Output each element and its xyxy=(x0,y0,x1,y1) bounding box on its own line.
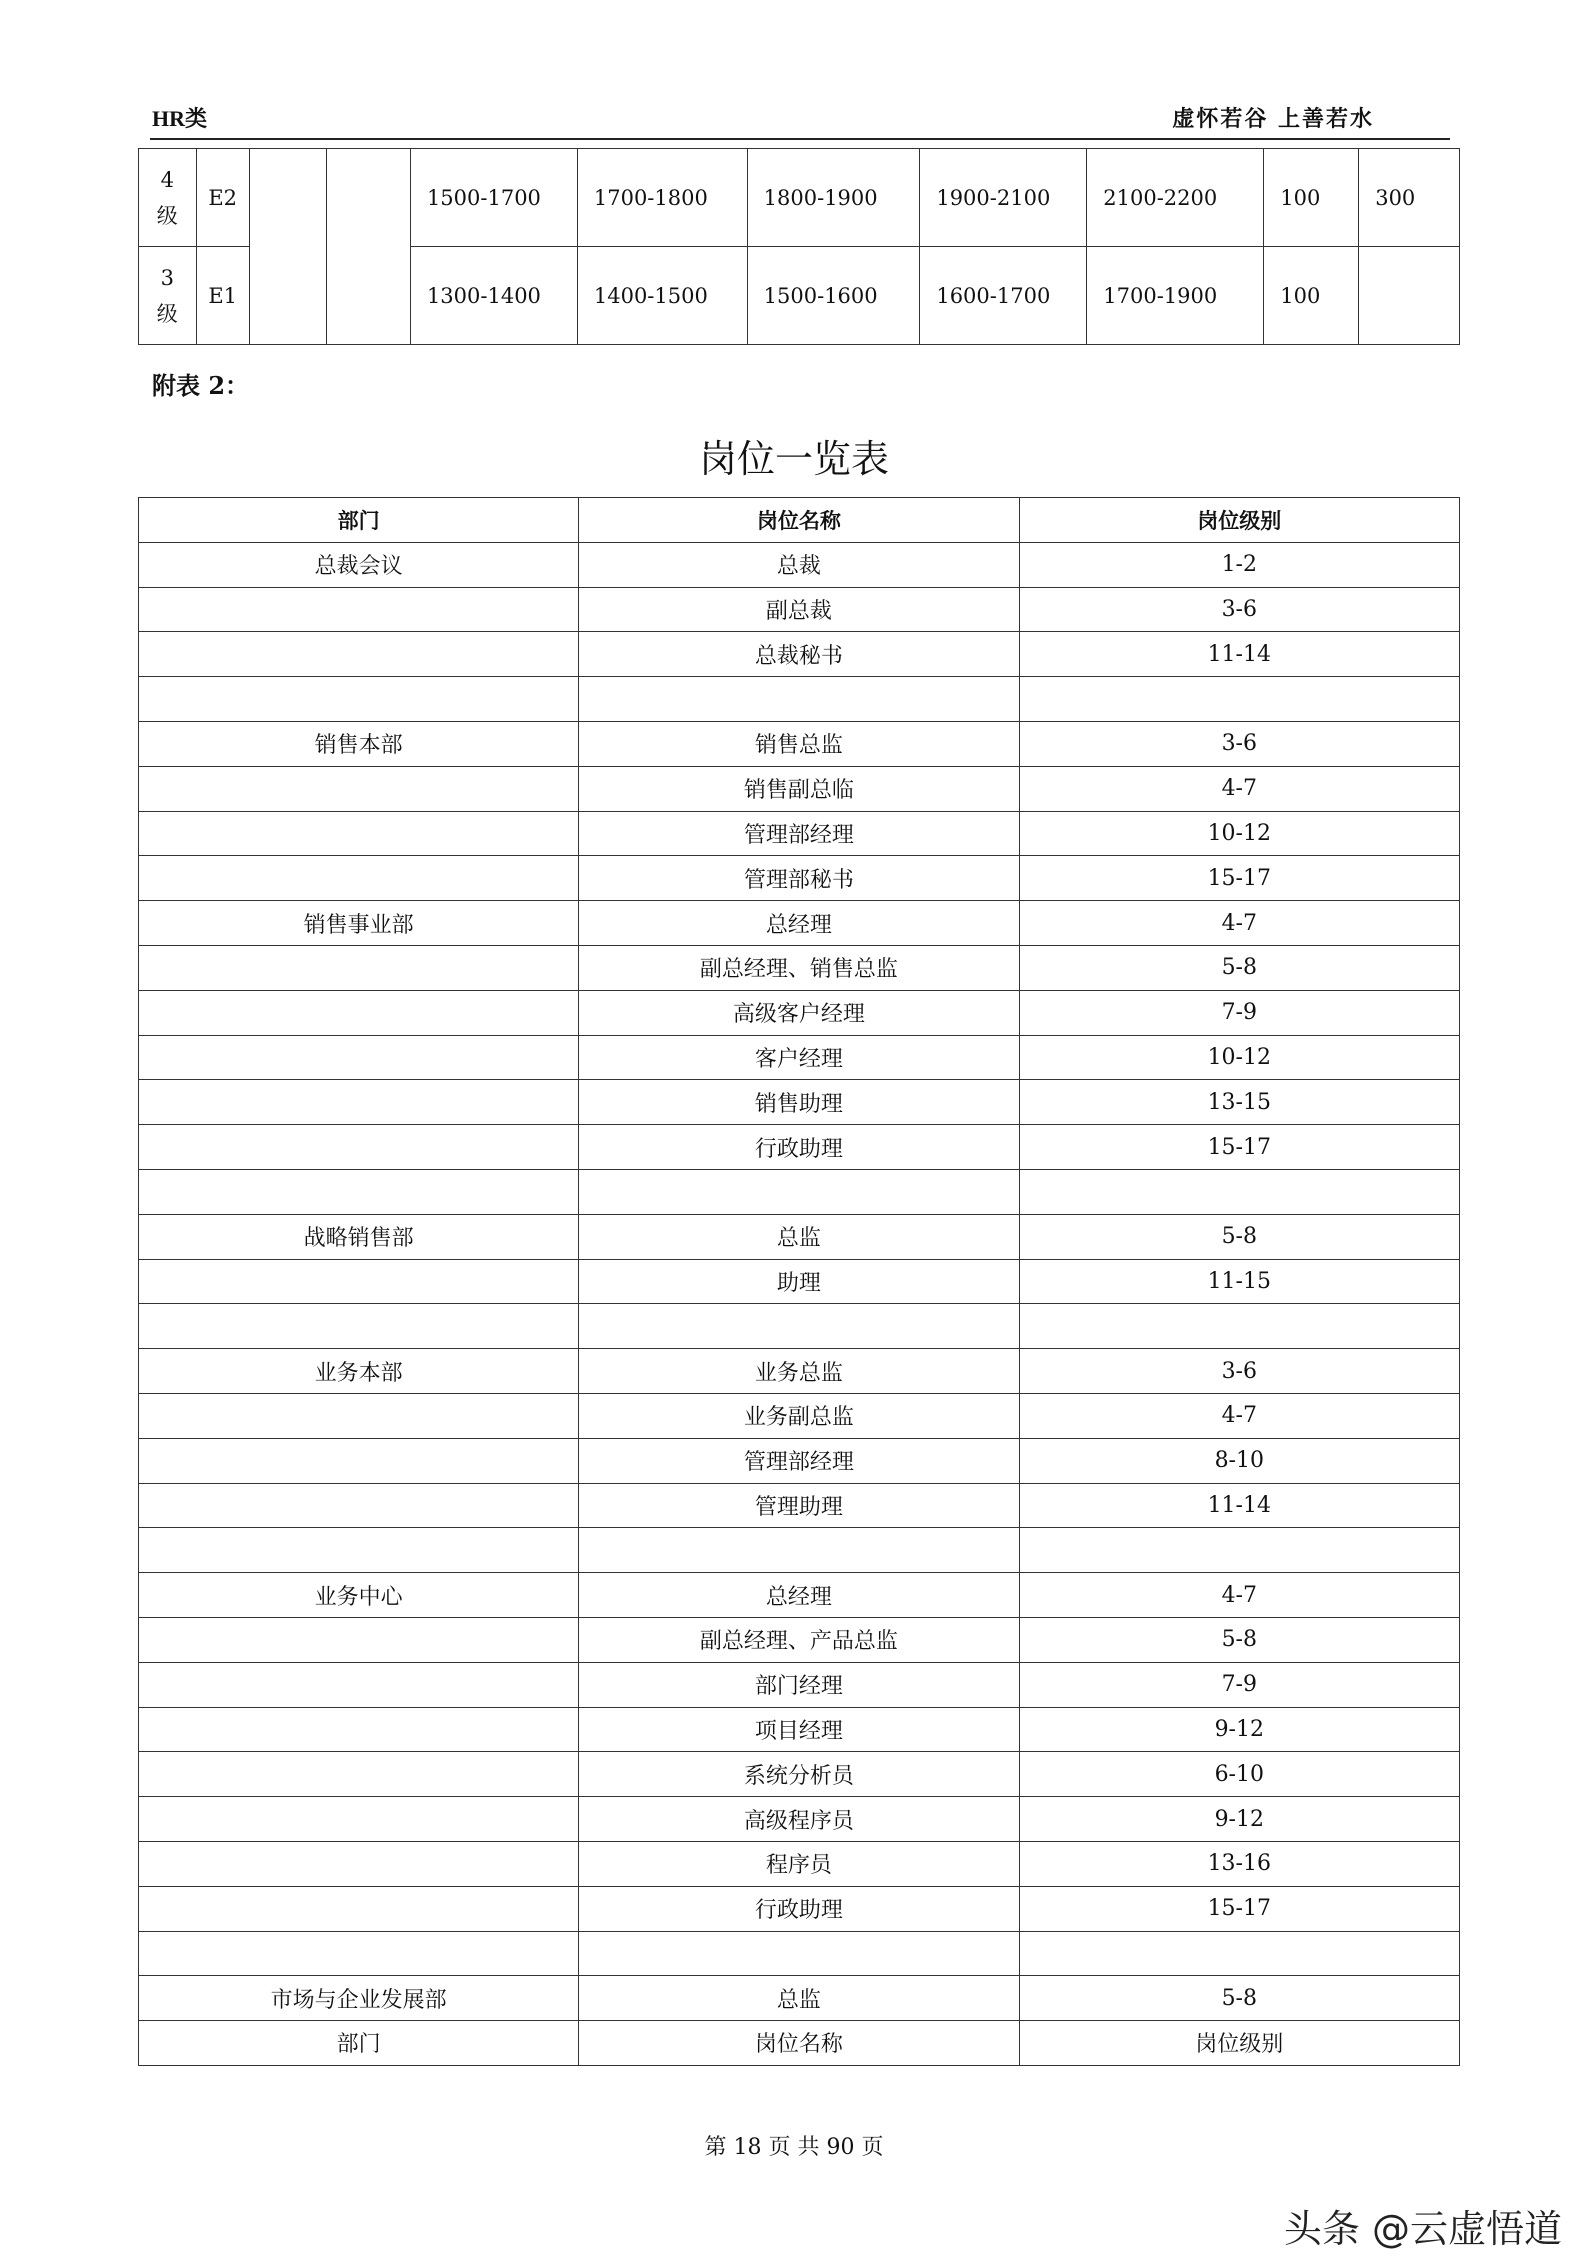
table-row xyxy=(139,1976,1460,2021)
position-cell: 高级客户经理 xyxy=(579,990,1019,1035)
department-cell: 销售事业部 xyxy=(139,901,579,946)
grade-cell: 岗位级别 xyxy=(1019,2021,1459,2066)
grade-cell: 15-17 xyxy=(1019,1125,1459,1170)
salary-range: 2100-2200 xyxy=(1087,149,1264,247)
department-cell: 总裁会议 xyxy=(139,542,579,587)
position-cell xyxy=(579,1528,1019,1573)
department-cell xyxy=(139,1169,579,1214)
grade-cell: 9-12 xyxy=(1019,1707,1459,1752)
table-row xyxy=(139,2021,1460,2066)
position-cell: 项目经理 xyxy=(579,1707,1019,1752)
watermark: 头条 @云虚悟道 xyxy=(1283,2207,1562,2251)
department-cell xyxy=(139,1662,579,1707)
header-department: 部门 xyxy=(139,498,579,543)
salary-range: 1600-1700 xyxy=(920,247,1087,345)
department-cell: 业务本部 xyxy=(139,1349,579,1394)
department-cell xyxy=(139,1797,579,1842)
department-cell xyxy=(139,632,579,677)
department-cell xyxy=(139,1259,579,1304)
grade-cell: 3-6 xyxy=(1019,587,1459,632)
position-cell: 副总经理、销售总监 xyxy=(579,945,1019,990)
grade-cell xyxy=(1019,1169,1459,1214)
table-row xyxy=(139,1841,1460,1886)
department-cell xyxy=(139,1393,579,1438)
table-row xyxy=(139,542,1460,587)
position-cell xyxy=(579,1169,1019,1214)
department-cell xyxy=(139,677,579,722)
position-cell: 管理助理 xyxy=(579,1483,1019,1528)
grade-cell: 8-10 xyxy=(1019,1438,1459,1483)
table-row xyxy=(139,1707,1460,1752)
position-cell: 销售助理 xyxy=(579,1080,1019,1125)
department-cell xyxy=(139,766,579,811)
department-cell xyxy=(139,1752,579,1797)
position-cell: 销售副总临 xyxy=(579,766,1019,811)
table-row xyxy=(139,1080,1460,1125)
table-row xyxy=(139,1573,1460,1618)
table-row xyxy=(139,1483,1460,1528)
grade-cell: 1-2 xyxy=(1019,542,1459,587)
position-cell: 行政助理 xyxy=(579,1886,1019,1931)
table-row xyxy=(139,587,1460,632)
table-row xyxy=(139,901,1460,946)
grade-cell: 5-8 xyxy=(1019,945,1459,990)
table-row xyxy=(139,766,1460,811)
department-cell xyxy=(139,1617,579,1662)
position-cell: 销售总监 xyxy=(579,721,1019,766)
level-cell xyxy=(139,149,197,247)
salary-range: 1300-1400 xyxy=(410,247,577,345)
table-row xyxy=(139,1797,1460,1842)
grade-cell: 15-17 xyxy=(1019,856,1459,901)
table-row xyxy=(139,1214,1460,1259)
department-cell xyxy=(139,811,579,856)
position-cell: 业务总监 xyxy=(579,1349,1019,1394)
position-cell: 部门经理 xyxy=(579,1662,1019,1707)
grade-cell xyxy=(1019,1304,1459,1349)
department-cell xyxy=(139,1438,579,1483)
value-b xyxy=(1359,247,1460,345)
department-cell: 部门 xyxy=(139,2021,579,2066)
department-cell xyxy=(139,1035,579,1080)
header-category: HR类 xyxy=(152,106,208,131)
department-cell xyxy=(139,990,579,1035)
table-row xyxy=(139,1931,1460,1976)
position-cell: 行政助理 xyxy=(579,1125,1019,1170)
position-cell: 高级程序员 xyxy=(579,1797,1019,1842)
department-cell xyxy=(139,856,579,901)
salary-range: 1400-1500 xyxy=(577,247,747,345)
position-cell: 程序员 xyxy=(579,1841,1019,1886)
position-cell: 总监 xyxy=(579,1214,1019,1259)
table-row xyxy=(139,1035,1460,1080)
value-a: 100 xyxy=(1264,247,1359,345)
department-cell xyxy=(139,587,579,632)
grade-cell: 4-7 xyxy=(1019,766,1459,811)
grade-cell: 13-16 xyxy=(1019,1841,1459,1886)
grade-cell: 3-6 xyxy=(1019,1349,1459,1394)
header-motto: 虚怀若谷 上善若水 xyxy=(1172,106,1374,132)
salary-range: 1500-1600 xyxy=(747,247,920,345)
grade-cell: 9-12 xyxy=(1019,1797,1459,1842)
grade-code: E2 xyxy=(196,149,249,247)
table-row xyxy=(139,990,1460,1035)
salary-range: 1700-1900 xyxy=(1087,247,1264,345)
table-header-row xyxy=(139,498,1460,543)
page-footer: 第 18 页 共 90 页 xyxy=(704,2135,884,2160)
department-cell xyxy=(139,1886,579,1931)
department-cell: 业务中心 xyxy=(139,1573,579,1618)
department-cell xyxy=(139,1080,579,1125)
position-cell: 管理部经理 xyxy=(579,1438,1019,1483)
table-row xyxy=(139,632,1460,677)
level-unit: 级 xyxy=(156,203,178,228)
position-cell: 总裁秘书 xyxy=(579,632,1019,677)
header-position: 岗位名称 xyxy=(579,498,1019,543)
table-row xyxy=(139,1393,1460,1438)
table-row xyxy=(139,1528,1460,1573)
table-row xyxy=(139,945,1460,990)
position-cell xyxy=(579,677,1019,722)
table-row xyxy=(139,1169,1460,1214)
table-row xyxy=(139,149,1460,247)
grade-cell: 6-10 xyxy=(1019,1752,1459,1797)
annex-label: 附表 2： xyxy=(152,371,250,400)
position-cell: 管理部经理 xyxy=(579,811,1019,856)
salary-grade-table xyxy=(138,148,1460,345)
position-list-table xyxy=(138,497,1460,2066)
grade-cell xyxy=(1019,1528,1459,1573)
position-cell: 副总裁 xyxy=(579,587,1019,632)
grade-cell: 7-9 xyxy=(1019,990,1459,1035)
department-cell: 销售本部 xyxy=(139,721,579,766)
grade-cell: 4-7 xyxy=(1019,1393,1459,1438)
position-cell: 总裁 xyxy=(579,542,1019,587)
grade-cell: 7-9 xyxy=(1019,1662,1459,1707)
grade-cell: 13-15 xyxy=(1019,1080,1459,1125)
grade-cell: 15-17 xyxy=(1019,1886,1459,1931)
grade-cell: 5-8 xyxy=(1019,1617,1459,1662)
position-cell: 管理部秘书 xyxy=(579,856,1019,901)
department-cell xyxy=(139,1931,579,1976)
table-row xyxy=(139,1259,1460,1304)
department-cell xyxy=(139,1841,579,1886)
department-cell xyxy=(139,1125,579,1170)
grade-cell: 4-7 xyxy=(1019,1573,1459,1618)
table-row xyxy=(139,856,1460,901)
blank-cell xyxy=(249,149,327,345)
table-row xyxy=(139,1125,1460,1170)
header-divider xyxy=(150,138,1450,140)
grade-cell: 11-14 xyxy=(1019,632,1459,677)
table-row xyxy=(139,1662,1460,1707)
salary-range: 1500-1700 xyxy=(410,149,577,247)
blank-cell xyxy=(327,149,410,345)
grade-cell: 5-8 xyxy=(1019,1214,1459,1259)
table-row xyxy=(139,1752,1460,1797)
grade-cell xyxy=(1019,1931,1459,1976)
position-cell: 总经理 xyxy=(579,1573,1019,1618)
level-number: 3 xyxy=(160,265,174,290)
department-cell: 市场与企业发展部 xyxy=(139,1976,579,2021)
grade-code: E1 xyxy=(196,247,249,345)
position-cell: 总监 xyxy=(579,1976,1019,2021)
grade-cell: 4-7 xyxy=(1019,901,1459,946)
department-cell xyxy=(139,1707,579,1752)
value-b: 300 xyxy=(1359,149,1460,247)
grade-cell xyxy=(1019,677,1459,722)
department-cell xyxy=(139,945,579,990)
table-row xyxy=(139,811,1460,856)
position-cell xyxy=(579,1931,1019,1976)
department-cell xyxy=(139,1483,579,1528)
table-row xyxy=(139,1617,1460,1662)
table-row xyxy=(139,1886,1460,1931)
level-number: 4 xyxy=(160,167,174,192)
salary-range: 1700-1800 xyxy=(577,149,747,247)
department-cell xyxy=(139,1304,579,1349)
table-row xyxy=(139,1438,1460,1483)
department-cell xyxy=(139,1528,579,1573)
level-unit: 级 xyxy=(156,301,178,326)
table-row xyxy=(139,677,1460,722)
table-row xyxy=(139,721,1460,766)
position-cell: 客户经理 xyxy=(579,1035,1019,1080)
position-cell: 业务副总监 xyxy=(579,1393,1019,1438)
table-title: 岗位一览表 xyxy=(698,437,889,481)
grade-cell: 11-15 xyxy=(1019,1259,1459,1304)
department-cell: 战略销售部 xyxy=(139,1214,579,1259)
salary-range: 1800-1900 xyxy=(747,149,920,247)
position-cell: 系统分析员 xyxy=(579,1752,1019,1797)
grade-cell: 11-14 xyxy=(1019,1483,1459,1528)
position-cell: 总经理 xyxy=(579,901,1019,946)
position-cell: 岗位名称 xyxy=(579,2021,1019,2066)
table-row xyxy=(139,1304,1460,1349)
position-cell: 副总经理、产品总监 xyxy=(579,1617,1019,1662)
grade-cell: 5-8 xyxy=(1019,1976,1459,2021)
table-row xyxy=(139,1349,1460,1394)
value-a: 100 xyxy=(1264,149,1359,247)
level-cell xyxy=(139,247,197,345)
position-cell xyxy=(579,1304,1019,1349)
grade-cell: 10-12 xyxy=(1019,811,1459,856)
position-cell: 助理 xyxy=(579,1259,1019,1304)
header-grade: 岗位级别 xyxy=(1019,498,1459,543)
grade-cell: 10-12 xyxy=(1019,1035,1459,1080)
grade-cell: 3-6 xyxy=(1019,721,1459,766)
salary-range: 1900-2100 xyxy=(920,149,1087,247)
